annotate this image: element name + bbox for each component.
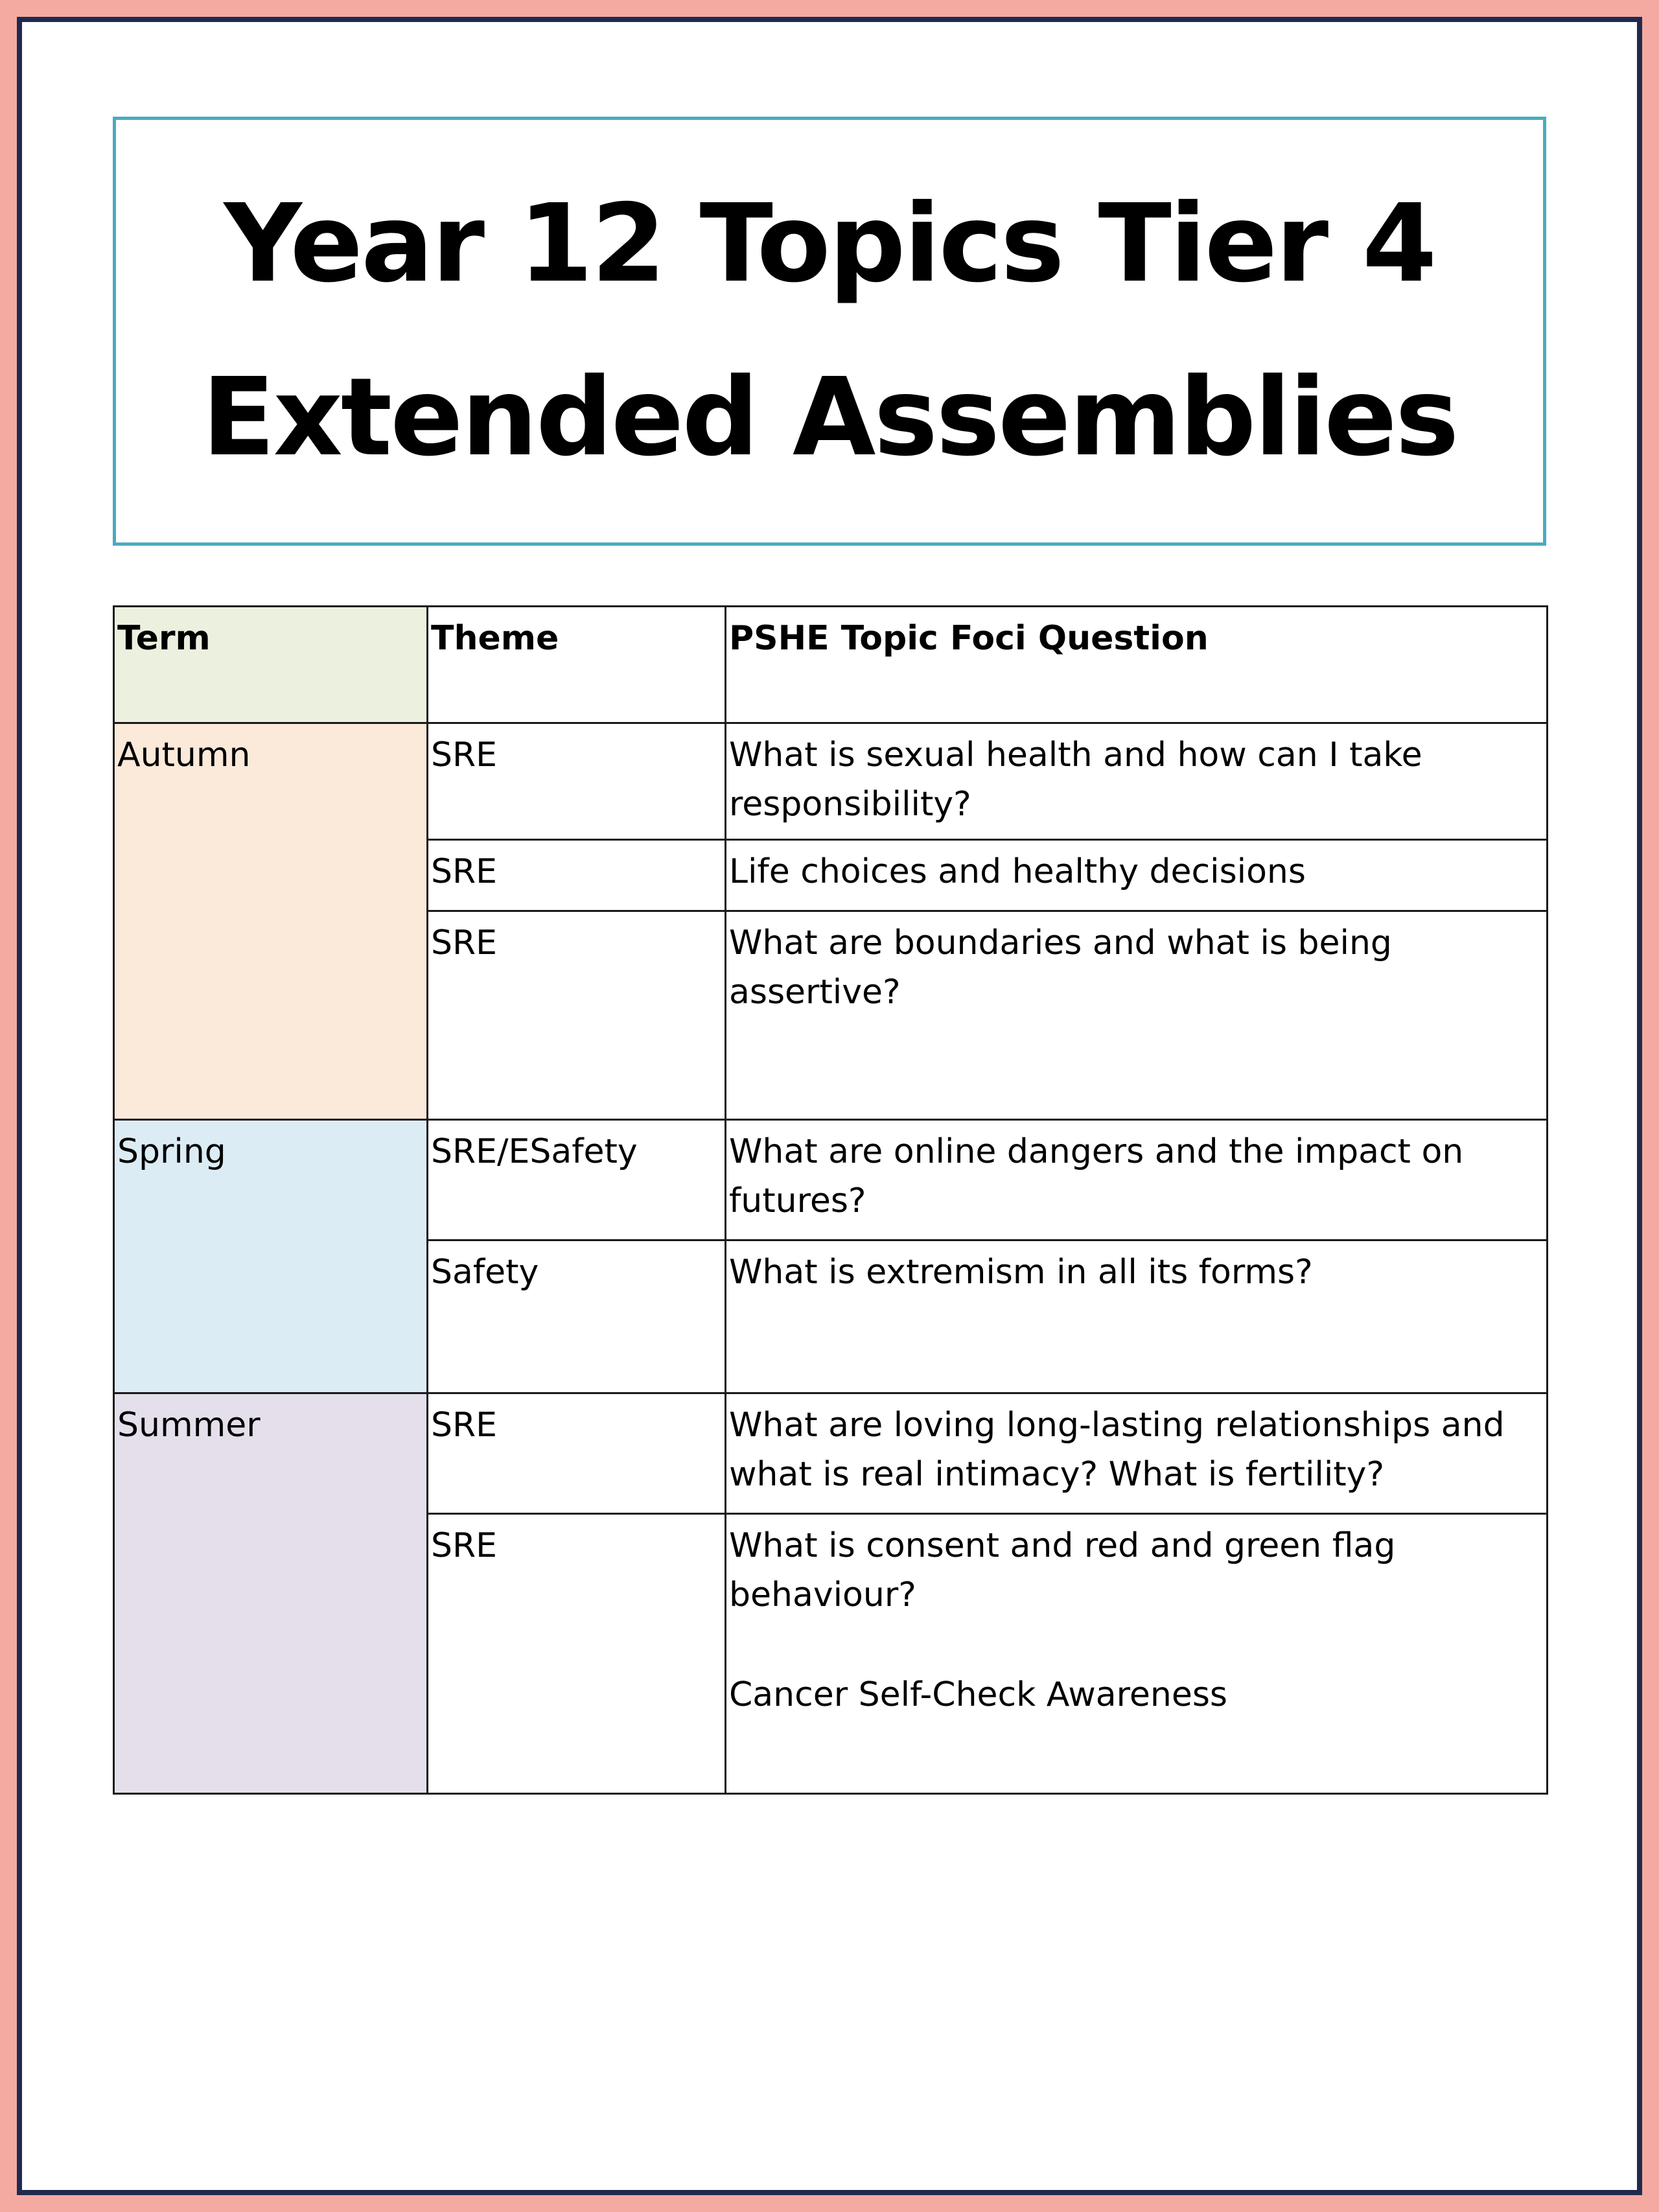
header-question: PSHE Topic Foci Question <box>726 607 1548 723</box>
theme-cell: SRE <box>428 723 726 840</box>
theme-cell: SRE <box>428 840 726 911</box>
question-cell <box>726 1514 1548 1794</box>
question-cell: What is sexual health and how can I take responsibility? <box>726 723 1548 840</box>
theme-cell: SRE/ESafety <box>428 1120 726 1240</box>
table-row <box>114 723 1548 840</box>
theme-cell: SRE <box>428 1393 726 1514</box>
title-line-1: Year 12 Topics Tier 4 <box>224 181 1435 307</box>
question-cell: What is extremism in all its forms? <box>726 1240 1548 1393</box>
theme-cell: SRE <box>428 911 726 1120</box>
spacer <box>729 1620 1544 1670</box>
question-text: What is consent and red and green flag behaviour? <box>729 1526 1396 1614</box>
question-cell: Life choices and healthy decisions <box>726 840 1548 911</box>
theme-cell: Safety <box>428 1240 726 1393</box>
header-term: Term <box>114 607 428 723</box>
title-line-2: Extended Assemblies <box>202 355 1457 480</box>
question-extra-text: Cancer Self-Check Awareness <box>729 1675 1228 1714</box>
topics-table <box>113 605 1548 1795</box>
theme-cell: SRE <box>428 1514 726 1794</box>
term-spring: Spring <box>114 1120 428 1393</box>
title-box <box>113 117 1546 546</box>
table-row <box>114 1393 1548 1514</box>
table-header-row <box>114 607 1548 723</box>
term-summer: Summer <box>114 1393 428 1794</box>
table-row <box>114 1120 1548 1240</box>
question-cell: What are online dangers and the impact on futures? <box>726 1120 1548 1240</box>
question-cell: What are boundaries and what is being assertive? <box>726 911 1548 1120</box>
header-theme: Theme <box>428 607 726 723</box>
question-cell: What are loving long-lasting relationships and what is real intimacy? What is fertility? <box>726 1393 1548 1514</box>
term-autumn: Autumn <box>114 723 428 1120</box>
